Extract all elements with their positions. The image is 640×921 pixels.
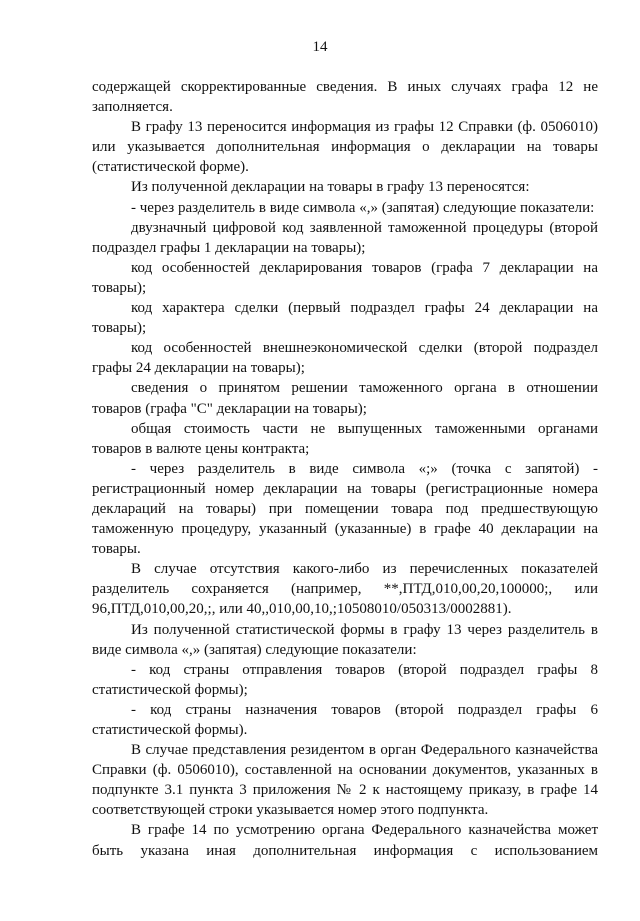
page-number: 14 xyxy=(312,39,328,55)
body-text xyxy=(92,77,598,861)
paragraph: - через разделитель в виде символа «,» (запятая) следующие показатели: xyxy=(131,199,595,216)
paragraph: - код страны назначения товаров (второй подраздел графы 6 статистической формы). xyxy=(92,701,598,738)
paragraph: код особенностей внешнеэкономической сделки (второй подраздел графы 24 декларации на товары); xyxy=(92,340,598,377)
paragraph: двузначный цифровой код заявленной таможенной процедуры (второй подраздел графы 1 декларации на товары); xyxy=(92,219,598,256)
paragraph: общая стоимость части не выпущенных таможенными органами товаров в валюте цены контракта; xyxy=(92,420,598,457)
paragraph: сведения о принятом решении таможенного органа в отношении товаров (графа "С" декларации на товары); xyxy=(92,380,598,417)
paragraph: В графу 13 переносится информация из графы 12 Справки (ф. 0506010) или указывается дополнительная информация о декларации на товары (статистической форме). xyxy=(92,119,598,176)
paragraph: В случае представления резидентом в орган Федерального казначейства Справки (ф. 0506010), составленной на основании документов, указанных в подпункте 3.1 пункта 3 приложения № 2 к настоящему приказу, в графе 14 соответствующей строки указывается номер этого подпункта. xyxy=(92,742,598,819)
paragraph: - через разделитель в виде символа «;» (точка с запятой) - регистрационный номер декларации на товары (регистрационные номера деклараций на товары) при помещении товара под предшествующую таможенную процедуру, указанный (указанные) в графе 40 декларации на товары. xyxy=(92,460,598,558)
paragraph: код характера сделки (первый подраздел графы 24 декларации на товары); xyxy=(92,300,598,337)
paragraph: код особенностей декларирования товаров (графа 7 декларации на товары); xyxy=(92,259,598,296)
paragraph: Из полученной декларации на товары в графу 13 переносятся: xyxy=(131,179,530,196)
paragraph: В графе 14 по усмотрению органа Федерального казначейства может быть указана иная дополнительная информация с использованием xyxy=(92,822,598,859)
paragraph: Из полученной статистической формы в графу 13 через разделитель в виде символа «,» (запятая) следующие показатели: xyxy=(92,621,598,658)
paragraph: - код страны отправления товаров (второй подраздел графы 8 статистической формы); xyxy=(92,661,598,698)
paragraph: В случае отсутствия какого-либо из перечисленных показателей разделитель сохраняется (например, **,ПТД,010,00,20,100000;, или 96,ПТД,010,00,20,;, или 40,,010,00,10,;10508010/050313/0002881). xyxy=(92,561,598,618)
paragraph: содержащей скорректированные сведения. В иных случаях графа 12 не заполняется. xyxy=(92,79,598,116)
